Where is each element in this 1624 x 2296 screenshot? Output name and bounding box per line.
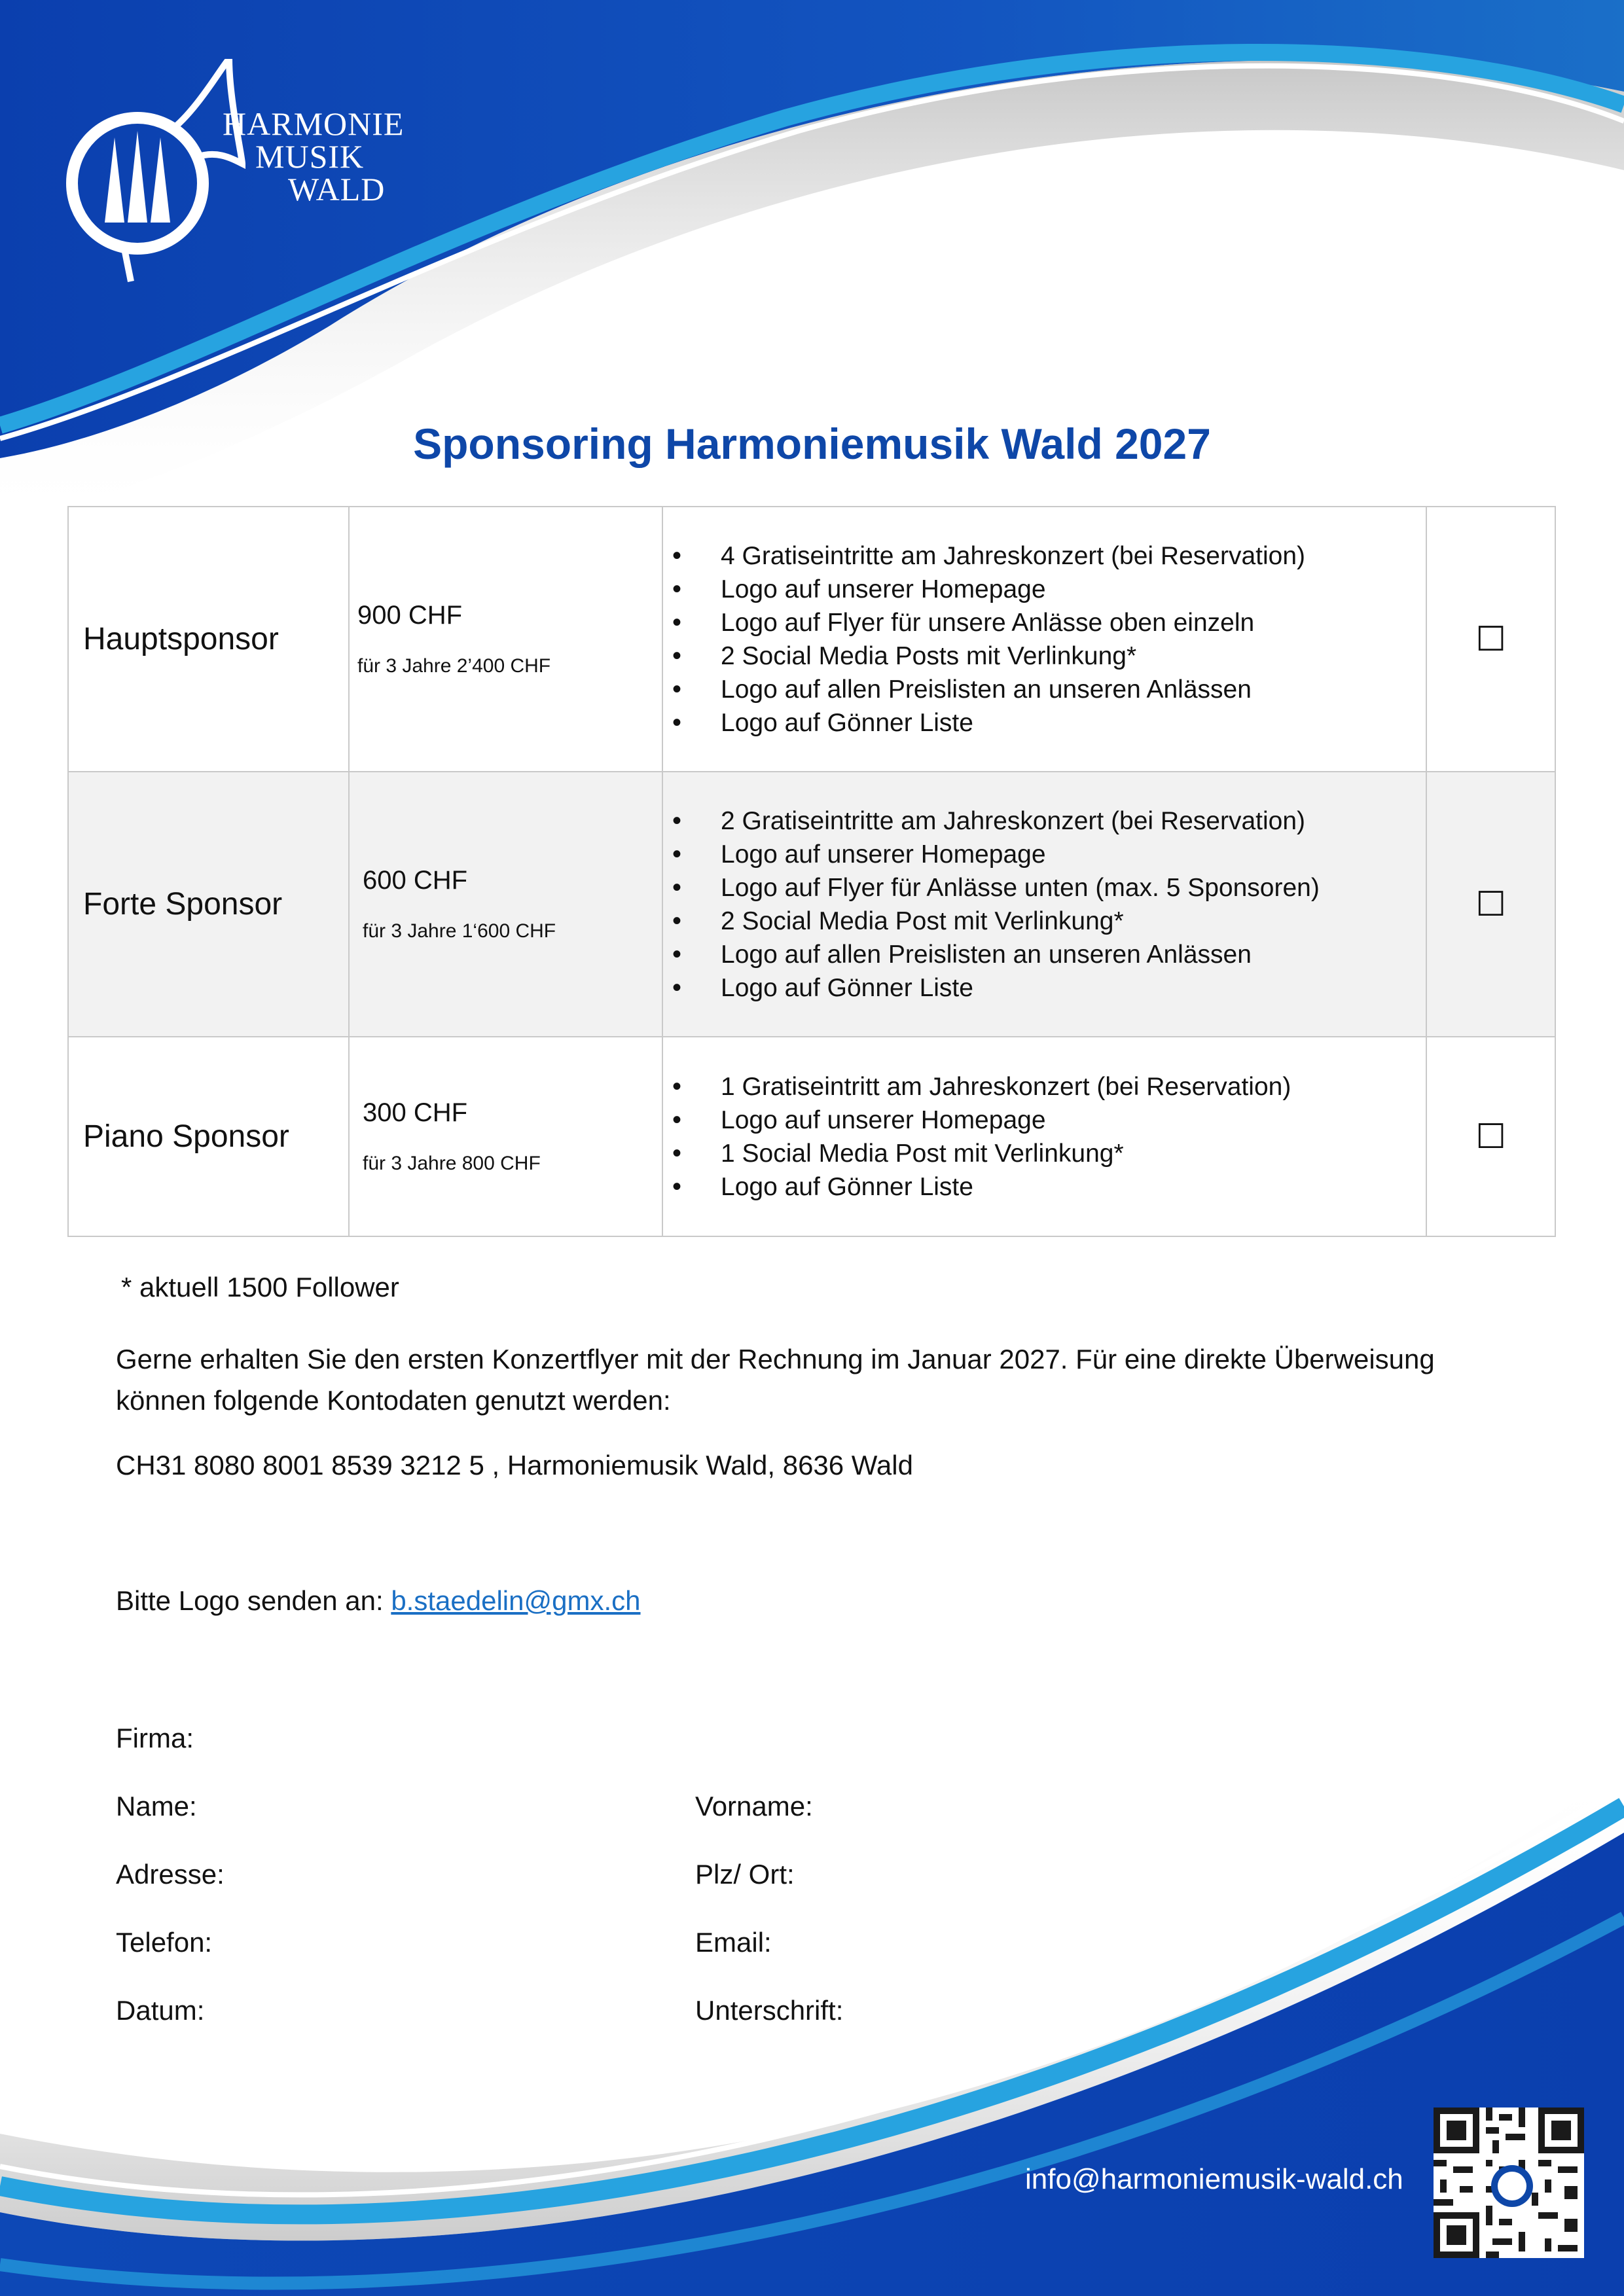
page-title: Sponsoring Harmoniemusik Wald 2027 <box>413 420 1211 468</box>
benefit-item: • 1 Gratiseintritt am Jahreskonzert (bei Reservation) <box>663 1070 1426 1103</box>
benefit-item: • Logo auf Flyer für unsere Anlässe oben einzeln <box>663 606 1426 639</box>
form-name-label: Name: <box>116 1791 197 1821</box>
logo-line-2: MUSIK <box>255 138 365 175</box>
sponsor-benefits <box>662 772 1426 1037</box>
benefit-list <box>663 1070 1426 1204</box>
harmoniemusik-logo <box>65 59 432 295</box>
form-firma-label: Firma: <box>116 1723 194 1753</box>
select-checkbox-hauptsponsor[interactable]: ☐ <box>1426 507 1555 772</box>
contact-email[interactable]: info@harmoniemusik-wald.ch <box>1025 2163 1403 2195</box>
form-vorname-label: Vorname: <box>695 1791 813 1821</box>
benefit-item: • 2 Social Media Post mit Verlinkung* <box>663 905 1426 938</box>
sponsor-multi-year-price: für 3 Jahre 1‘600 CHF <box>363 920 556 942</box>
horn-icon <box>65 59 262 295</box>
select-checkbox-forte[interactable]: ☐ <box>1426 772 1555 1037</box>
benefit-item: • Logo auf allen Preislisten an unseren Anlässen <box>663 938 1426 971</box>
form-email-label: Email: <box>695 1927 772 1958</box>
select-checkbox-piano[interactable]: ☐ <box>1426 1037 1555 1236</box>
footnote: * aktuell 1500 Follower <box>121 1272 399 1302</box>
sponsor-price: 900 CHF <box>357 601 463 630</box>
logo-line-3: WALD <box>288 171 386 207</box>
logo-line-1: HARMONIE <box>223 105 405 142</box>
sponsor-price: 600 CHF <box>363 866 468 895</box>
sponsor-multi-year-price: für 3 Jahre 2’400 CHF <box>357 655 551 677</box>
form-telefon-label: Telefon: <box>116 1927 213 1958</box>
benefit-item: • Logo auf Gönner Liste <box>663 1170 1426 1204</box>
logo-request-email-link[interactable]: b.staedelin@gmx.ch <box>391 1585 641 1616</box>
benefit-item: • Logo auf unserer Homepage <box>663 573 1426 606</box>
sponsor-row-forte <box>68 772 1555 1037</box>
sponsor-table <box>67 506 1556 1237</box>
logo-request <box>116 1585 641 1617</box>
benefit-item: • 1 Social Media Post mit Verlinkung* <box>663 1137 1426 1170</box>
sponsor-price-cell <box>349 507 662 772</box>
benefit-item: • Logo auf allen Preislisten an unseren Anlässen <box>663 673 1426 706</box>
benefit-item: • Logo auf Gönner Liste <box>663 971 1426 1005</box>
sponsor-name: Forte Sponsor <box>68 772 349 1037</box>
form-plz-ort-label: Plz/ Ort: <box>695 1859 795 1890</box>
benefit-list <box>663 539 1426 740</box>
bank-details: CH31 8080 8001 8539 3212 5 , Harmoniemusik Wald, 8636 Wald <box>116 1450 913 1480</box>
sponsor-name: Piano Sponsor <box>68 1037 349 1236</box>
sponsor-benefits <box>662 507 1426 772</box>
sponsor-multi-year-price: für 3 Jahre 800 CHF <box>363 1153 541 1174</box>
benefit-item: • Logo auf unserer Homepage <box>663 838 1426 871</box>
info-paragraph: Gerne erhalten Sie den ersten Konzertflyer mit der Rechnung im Januar 2027. Für eine direkte Überweisung können folgende Kontodaten genutzt werden: <box>116 1344 1435 1416</box>
sponsor-price: 300 CHF <box>363 1098 468 1127</box>
footer-wave-background <box>0 1767 1624 2296</box>
sponsor-row-hauptsponsor <box>68 507 1555 772</box>
benefit-list <box>663 804 1426 1005</box>
benefit-item: • 4 Gratiseintritte am Jahreskonzert (bei Reservation) <box>663 539 1426 573</box>
benefit-item: • 2 Social Media Posts mit Verlinkung* <box>663 639 1426 673</box>
sponsor-name: Hauptsponsor <box>68 507 349 772</box>
qr-code-icon[interactable] <box>1434 2108 1584 2258</box>
sponsor-price-cell <box>349 1037 662 1236</box>
benefit-item: • Logo auf Gönner Liste <box>663 706 1426 740</box>
benefit-item: • 2 Gratiseintritte am Jahreskonzert (bei Reservation) <box>663 804 1426 838</box>
sponsor-benefits <box>662 1037 1426 1236</box>
benefit-item: • Logo auf Flyer für Anlässe unten (max. 5 Sponsoren) <box>663 871 1426 905</box>
form-unterschrift-label: Unterschrift: <box>695 1995 844 2026</box>
logo-request-label: Bitte Logo senden an: <box>116 1585 391 1616</box>
form-datum-label: Datum: <box>116 1995 205 2026</box>
sponsor-price-cell <box>349 772 662 1037</box>
form-adresse-label: Adresse: <box>116 1859 225 1890</box>
sponsor-row-piano <box>68 1037 1555 1236</box>
benefit-item: • Logo auf unserer Homepage <box>663 1103 1426 1137</box>
